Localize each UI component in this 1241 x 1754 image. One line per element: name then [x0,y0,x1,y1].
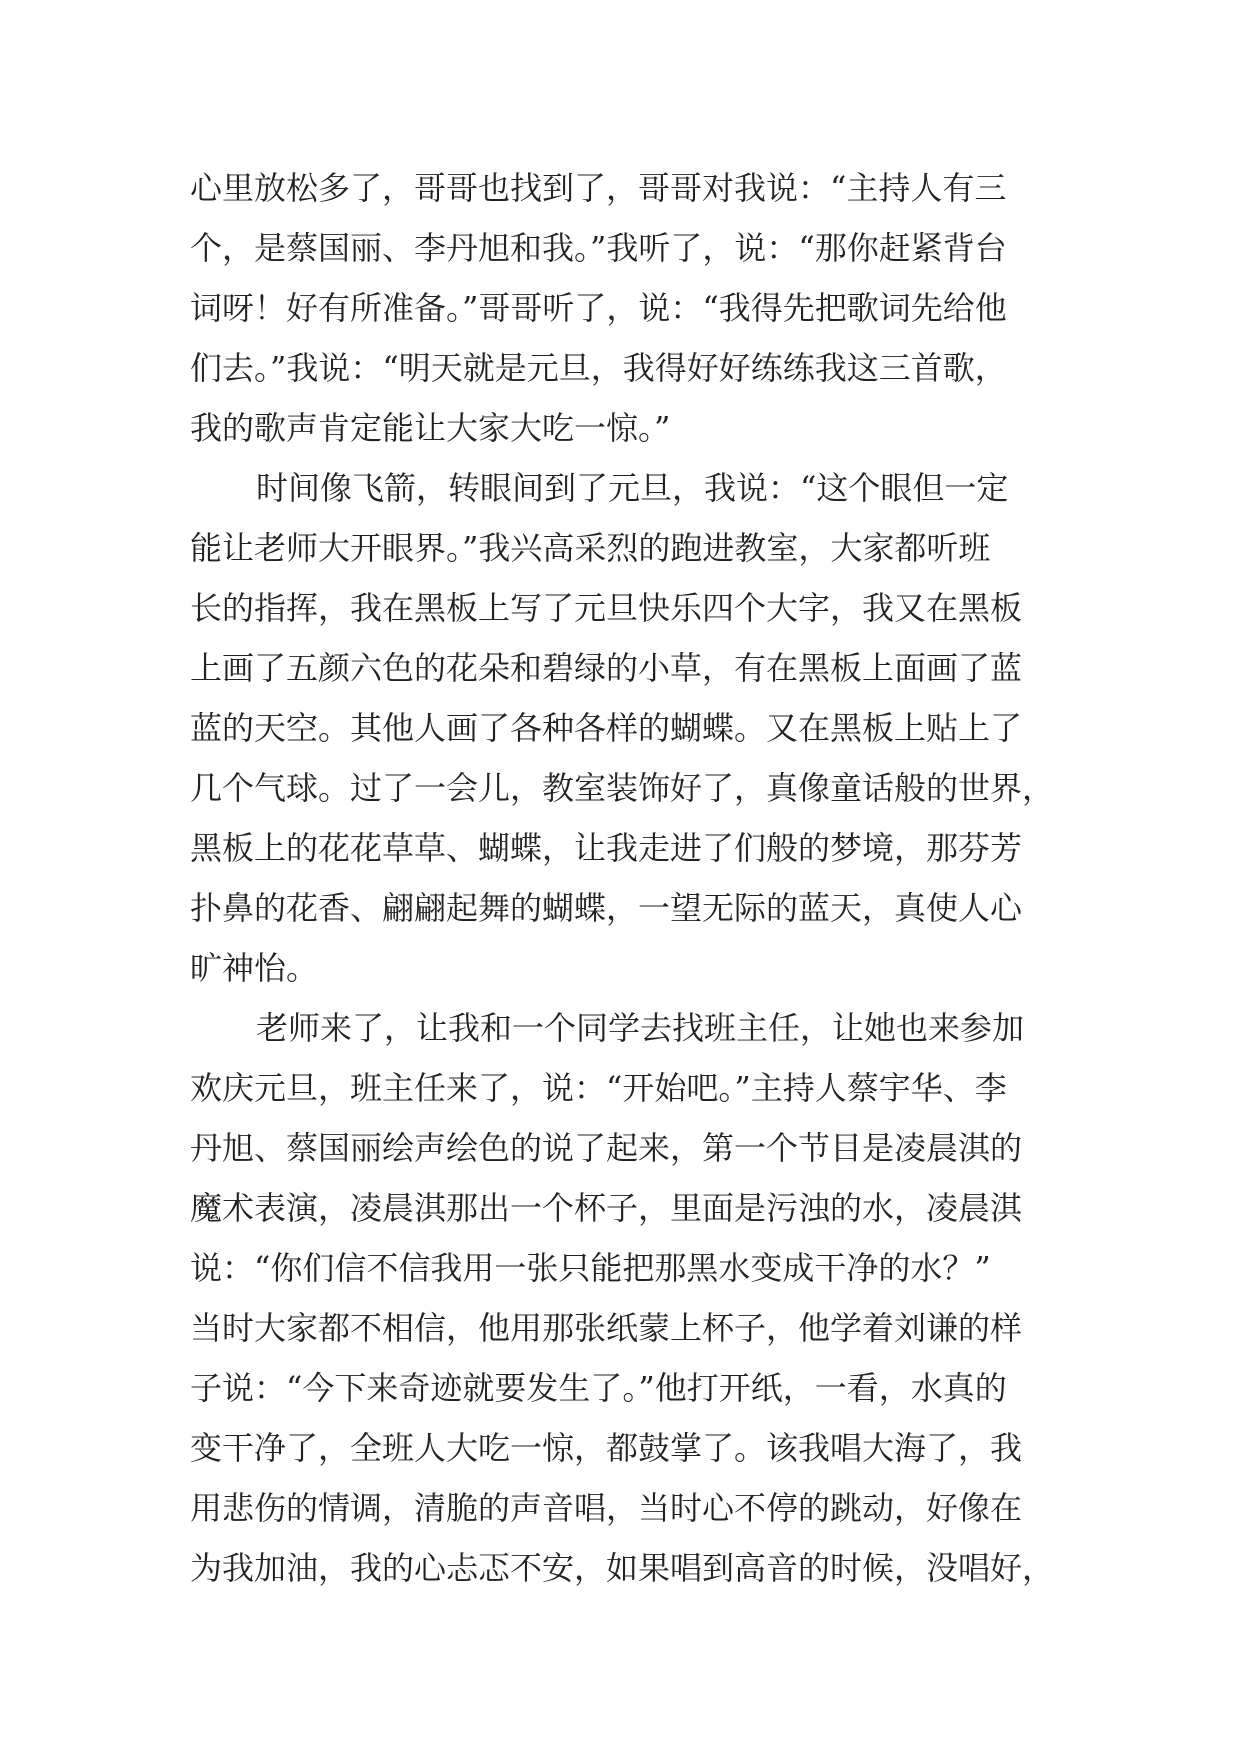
text-line: 魔术表演，凌晨淇那出一个杯子，里面是污浊的水，凌晨淇 [190,1189,1023,1227]
text-line: 扑鼻的花香、翩翩起舞的蝴蝶，一望无际的蓝天，真使人心 [190,889,1023,927]
text-line: 长的指挥，我在黑板上写了元旦快乐四个大字，我又在黑板 [190,589,1023,627]
text-line: 心里放松多了，哥哥也找到了，哥哥对我说：“主持人有三 [190,169,1007,207]
text-line: 们去。”我说：“明天就是元旦，我得好好练练我这三首歌， [190,349,1007,387]
text-line: 丹旭、蔡国丽绘声绘色的说了起来，第一个节目是凌晨淇的 [190,1129,1023,1167]
text-line: 几个气球。过了一会儿，教室装饰好了，真像童话般的世界， [190,769,1055,807]
text-line: 变干净了，全班人大吃一惊，都鼓掌了。该我唱大海了，我 [190,1429,1023,1467]
text-line: 上画了五颜六色的花朵和碧绿的小草，有在黑板上面画了蓝 [190,649,1023,687]
text-line: 用悲伤的情调，清脆的声音唱，当时心不停的跳动，好像在 [190,1489,1023,1527]
text-line: 蓝的天空。其他人画了各种各样的蝴蝶。又在黑板上贴上了 [190,709,1023,747]
text-line: 当时大家都不相信，他用那张纸蒙上杯子，他学着刘谦的样 [190,1309,1023,1347]
text-line: 子说：“今下来奇迹就要发生了。”他打开纸，一看，水真的 [190,1369,1007,1407]
paragraph-first-line: 老师来了，让我和一个同学去找班主任，让她也来参加 [256,1009,1025,1047]
paragraph-first-line: 时间像飞箭，转眼间到了元旦，我说：“这个眼但一定 [256,469,1009,507]
text-line: 个，是蔡国丽、李丹旭和我。”我听了，说：“那你赶紧背台 [190,229,1007,267]
text-line: 欢庆元旦，班主任来了，说：“开始吧。”主持人蔡宇华、李 [190,1069,1007,1107]
body-text [190,158,1070,1598]
text-line: 词呀！好有所准备。”哥哥听了，说：“我得先把歌词先给他 [190,289,1007,327]
text-line: 能让老师大开眼界。”我兴高采烈的跑进教室，大家都听班 [190,529,991,567]
text-line: 黑板上的花花草草、蝴蝶，让我走进了们般的梦境，那芬芳 [190,829,1023,867]
text-line: 说：“你们信不信我用一张只能把那黑水变成干净的水？” [190,1249,991,1287]
text-line: 我的歌声肯定能让大家大吃一惊。” [190,409,671,447]
text-line: 为我加油，我的心忐忑不安，如果唱到高音的时候，没唱好， [190,1549,1055,1587]
text-line: 旷神怡。 [190,949,319,987]
